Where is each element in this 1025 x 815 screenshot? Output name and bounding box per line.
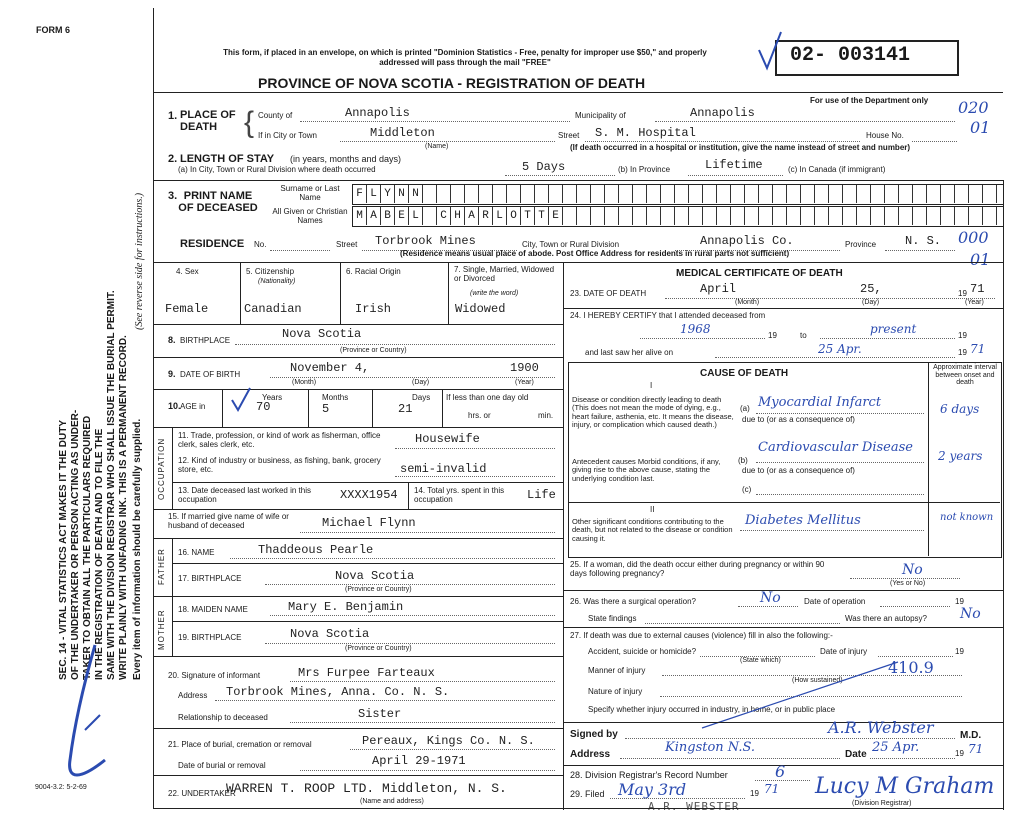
registrar-sub: (Division Registrar) bbox=[852, 800, 912, 807]
birthplace-sub: (Province or Country) bbox=[340, 347, 407, 354]
trade-value: Housewife bbox=[415, 432, 480, 446]
filed-value: May 3rd bbox=[618, 780, 687, 799]
business-value: semi-invalid bbox=[400, 462, 487, 476]
side-text-3: TAKER TO OBTAIN ALL THE PARTICULARS REQUIRED bbox=[82, 415, 93, 680]
last-worked-label: 13. Date deceased last worked in this occupation bbox=[178, 486, 311, 504]
given-char: A bbox=[367, 207, 381, 225]
name-label: PRINT NAME OF DECEASED bbox=[178, 190, 258, 215]
pregnancy-label: 25. If a woman, did the death occur either during pregnancy or within 90 days following pregnancy? bbox=[570, 560, 825, 578]
marital-sub: (write the word) bbox=[470, 290, 519, 297]
margin-signature-mark bbox=[55, 640, 115, 790]
stay-label: LENGTH OF STAY bbox=[180, 153, 275, 165]
roman-two: II bbox=[650, 505, 655, 514]
filed-year: 71 bbox=[764, 782, 780, 796]
undertaker-value: WARREN T. ROOP LTD. Middleton, N. S. bbox=[226, 781, 507, 796]
due-to-1: due to (or as a consequence of) bbox=[742, 415, 855, 424]
spouse-value: Michael Flynn bbox=[322, 516, 416, 530]
death-date-label: 23. DATE OF DEATH bbox=[570, 289, 647, 298]
sign-date-label: Date bbox=[845, 749, 867, 760]
other-conditions-label: Other significant conditions contributing to the death, but not related to the disease or condition causing it. bbox=[572, 517, 733, 543]
header-rule bbox=[153, 92, 1003, 93]
informant-rel: Sister bbox=[358, 707, 402, 721]
given-char: A bbox=[465, 207, 479, 225]
last-saw-value: 25 Apr. bbox=[818, 342, 862, 356]
cause-a-interval: 6 days bbox=[940, 402, 980, 416]
lessday-label: If less than one day old bbox=[446, 393, 529, 402]
column-divider bbox=[563, 262, 564, 810]
pregnancy-yesno: (Yes or No) bbox=[890, 580, 926, 587]
surname-char: N bbox=[395, 185, 409, 203]
header-notice: This form, if placed in an envelope, on which is printed "Dominion Statistics - Free, penalty for improper use $50," and properly addressed will pass through the mail "FREE" bbox=[223, 48, 707, 67]
surname-grid bbox=[352, 184, 1004, 205]
surgery-value: No bbox=[760, 590, 781, 606]
cause-a: Myocardial Infarct bbox=[758, 395, 882, 410]
dept-code-2: 01 bbox=[970, 118, 991, 137]
death-month-sub: (Month) bbox=[735, 299, 760, 306]
days-label: Days bbox=[412, 393, 431, 402]
municipality-value: Annapolis bbox=[690, 106, 755, 120]
county-label: County of bbox=[258, 111, 293, 120]
residence-city-label: City, Town or Rural Division bbox=[522, 240, 620, 249]
given-char: T bbox=[535, 207, 549, 225]
cause-b-prefix: (b) bbox=[738, 456, 748, 465]
sex-value: Female bbox=[165, 302, 209, 316]
residence-no-label: No. bbox=[254, 240, 267, 249]
manner-label: Manner of injury bbox=[588, 666, 646, 675]
death-day-sub: (Day) bbox=[862, 299, 880, 306]
hospital-note: (If death occurred in a hospital or institution, give the name instead of street and number) bbox=[570, 143, 911, 152]
residence-street: Torbrook Mines bbox=[375, 234, 476, 248]
occupation-side: OCCUPATION bbox=[157, 437, 166, 500]
state-which: (State which) bbox=[740, 657, 781, 664]
street-value: S. M. Hospital bbox=[595, 126, 696, 140]
dept-code-1: 020 bbox=[958, 98, 989, 117]
injury-date-label: Date of injury bbox=[820, 647, 868, 656]
informant-addr: Torbrook Mines, Anna. Co. N. S. bbox=[226, 685, 450, 699]
right-border bbox=[1003, 180, 1004, 810]
sign-date: 25 Apr. bbox=[872, 740, 920, 755]
side-text-1: SEC. 14 - VITAL STATISTICS ACT MAKES IT THE DUTY bbox=[58, 419, 69, 680]
md-label: M.D. bbox=[960, 730, 982, 741]
death-year-prefix: 19 bbox=[958, 289, 967, 298]
given-char: T bbox=[521, 207, 535, 225]
father-side: FATHER bbox=[157, 548, 166, 585]
informant-addr-label: Address bbox=[178, 691, 208, 700]
last-worked-value: XXXX1954 bbox=[340, 488, 398, 502]
city-value: Middleton bbox=[370, 126, 435, 140]
given-char: C bbox=[437, 207, 451, 225]
certify-from-19: 19 bbox=[768, 331, 777, 340]
due-to-2: due to (or as a consequence of) bbox=[742, 466, 855, 475]
father-birthplace-sub: (Province or Country) bbox=[345, 586, 412, 593]
informant-rel-label: Relationship to deceased bbox=[178, 713, 268, 722]
other-conditions: Diabetes Mellitus bbox=[745, 513, 861, 528]
state-findings-label: State findings bbox=[588, 614, 637, 623]
dob-year-sub: (Year) bbox=[515, 379, 534, 386]
burial-place: Pereaux, Kings Co. N. S. bbox=[362, 734, 535, 748]
age-label: AGE in bbox=[180, 402, 206, 411]
registrar-signature: Lucy M Graham bbox=[815, 774, 995, 799]
nature-label: Nature of injury bbox=[588, 687, 643, 696]
undertaker-label: 22. UNDERTAKER bbox=[168, 789, 236, 798]
stay-sub: (in years, months and days) bbox=[290, 154, 402, 164]
burial-date-label: Date of burial or removal bbox=[178, 761, 266, 770]
side-text-5: SAME WITH THE DIVISION REGISTRAR WHO SHALL ISSUE THE BURIAL PERMIT. bbox=[106, 290, 117, 680]
citizenship-value: Canadian bbox=[244, 302, 302, 316]
dob-year: 1900 bbox=[510, 361, 539, 375]
burial-place-label: 21. Place of burial, cremation or removal bbox=[168, 740, 312, 749]
cause-b: Cardiovascular Disease bbox=[758, 440, 913, 455]
given-char: R bbox=[479, 207, 493, 225]
record-value: 6 bbox=[775, 762, 786, 781]
given-char: O bbox=[507, 207, 521, 225]
accident-label: Accident, suicide or homicide? bbox=[588, 647, 697, 656]
cause-b-interval: 2 years bbox=[938, 449, 983, 463]
bottom-border bbox=[153, 808, 1003, 809]
dob-month-day: November 4, bbox=[290, 361, 370, 375]
certify-to-19: 19 bbox=[958, 331, 967, 340]
mother-maiden-label: 18. MAIDEN NAME bbox=[178, 605, 248, 614]
mother-birthplace-sub: (Province or Country) bbox=[345, 645, 412, 652]
given-char: B bbox=[381, 207, 395, 225]
birthplace-label: BIRTHPLACE bbox=[180, 336, 231, 345]
residence-label: RESIDENCE bbox=[180, 238, 245, 250]
years-label: Years bbox=[262, 393, 283, 402]
birthplace-num: 8. bbox=[168, 335, 176, 345]
side-text-7: Every item of information should be carefully supplied. bbox=[132, 418, 143, 680]
dob-day-sub: (Day) bbox=[412, 379, 430, 386]
hrs-label: hrs. or bbox=[468, 411, 491, 420]
check-mark-icon bbox=[755, 30, 785, 75]
given-label: All Given or Christian Names bbox=[272, 207, 348, 225]
age-check-icon bbox=[228, 386, 258, 416]
surname-char: N bbox=[409, 185, 423, 203]
side-text-4: IN THE REGISTRATION OF DEATH AND TO FILE THE bbox=[94, 428, 105, 680]
mother-side: MOTHER bbox=[157, 609, 166, 650]
mother-birthplace: Nova Scotia bbox=[290, 627, 370, 641]
min-label: min. bbox=[538, 411, 554, 420]
months-label: Months bbox=[322, 393, 349, 402]
given-char bbox=[423, 207, 437, 225]
place-label: PLACE OF DEATH bbox=[180, 109, 236, 133]
surgery-year: 19 bbox=[955, 597, 964, 606]
surgery-date-label: Date of operation bbox=[804, 597, 866, 606]
trade-label: 11. Trade, profession, or kind of work as fisherman, office clerk, sales clerk, etc. bbox=[178, 431, 381, 449]
marital-label: 7. Single, Married, Widowed or Divorced bbox=[454, 265, 555, 283]
address-label: Address bbox=[570, 749, 611, 760]
given-char: H bbox=[451, 207, 465, 225]
death-year-sub: (Year) bbox=[965, 299, 984, 306]
certify-to: present bbox=[870, 322, 917, 336]
spouse-label: 15. If married give name of wife or husband of deceased bbox=[168, 512, 289, 530]
side-text-6: WRITE PLAINLY WITH UNFADING INK. THIS IS A PERMANENT RECORD. bbox=[118, 335, 129, 680]
last-saw-19: 19 bbox=[958, 348, 967, 357]
residence-province: N. S. bbox=[905, 234, 942, 248]
certify-to-word: to bbox=[800, 331, 807, 340]
death-day: 25, bbox=[860, 282, 882, 296]
brace-icon: { bbox=[244, 106, 255, 139]
reg-number: 02- 003141 bbox=[790, 44, 911, 67]
stay-num: 2. bbox=[168, 153, 178, 165]
surname-label: Surname or Last Name bbox=[280, 184, 340, 202]
sign-date-year: 71 bbox=[968, 742, 984, 756]
certify-label: 24. I HEREBY CERTIFY that I attended deceased from bbox=[570, 311, 766, 320]
stay-a-value: 5 Days bbox=[522, 160, 566, 174]
last-saw-label: and last saw her alive on bbox=[585, 348, 674, 357]
external-label: 27. If death was due to external causes (violence) fill in also the following:- bbox=[570, 631, 833, 640]
birthplace-value: Nova Scotia bbox=[282, 327, 362, 341]
last-saw-year: 71 bbox=[970, 342, 986, 356]
dept-code-3: 000 bbox=[958, 228, 989, 247]
injury-year: 19 bbox=[955, 647, 964, 656]
stay-c-label: (c) In Canada (if immigrant) bbox=[788, 165, 886, 174]
dept-code-4: 01 bbox=[970, 250, 991, 269]
given-char: E bbox=[395, 207, 409, 225]
citizenship-sub: (Nationality) bbox=[258, 278, 296, 285]
side-text-8: (See reverse side for instructions.) bbox=[134, 192, 145, 330]
mother-maiden: Mary E. Benjamin bbox=[288, 600, 404, 614]
county-value: Annapolis bbox=[345, 106, 410, 120]
residence-province-label: Province bbox=[845, 240, 877, 249]
roman-one: I bbox=[650, 381, 653, 390]
city-label: If in City or Town bbox=[258, 131, 317, 140]
given-char: M bbox=[353, 207, 367, 225]
sign-date-19: 19 bbox=[955, 749, 964, 758]
stay-b-value: Lifetime bbox=[705, 158, 763, 172]
citizenship-label: 5. Citizenship bbox=[246, 267, 295, 276]
other-interval: not known bbox=[940, 512, 994, 523]
direct-cause-label: Disease or condition directly leading to death (This does not mean the mode of dying, e.g., heart failure, asthenia, etc. It means the disease, injury, or complication which caused death.) bbox=[572, 395, 734, 429]
father-name-label: 16. NAME bbox=[178, 548, 215, 557]
business-label: 12. Kind of industry or business, as fishing, bank, grocery store, etc. bbox=[178, 456, 381, 474]
house-label: House No. bbox=[866, 131, 904, 140]
death-month: April bbox=[700, 282, 737, 296]
sex-label: 4. Sex bbox=[176, 267, 199, 276]
filed-19: 19 bbox=[750, 789, 759, 798]
stay-a-label: (a) In City, Town or Rural Division where death occurred bbox=[178, 165, 376, 174]
certify-from: 1968 bbox=[680, 322, 711, 336]
age-num: 10. bbox=[168, 401, 181, 411]
record-label: 28. Division Registrar's Record Number bbox=[570, 770, 728, 780]
father-birthplace: Nova Scotia bbox=[335, 569, 415, 583]
mother-birthplace-label: 19. BIRTHPLACE bbox=[178, 633, 242, 642]
interval-label: Approximate interval between onset and death bbox=[933, 364, 997, 387]
how-sustained: (How sustained) bbox=[792, 677, 843, 684]
given-char: E bbox=[549, 207, 563, 225]
total-years-label: 14. Total yrs. spent in this occupation bbox=[414, 486, 505, 504]
autopsy-value: No bbox=[960, 606, 981, 622]
industry-label: Specify whether injury occurred in industry, in home, or in public place bbox=[588, 705, 836, 714]
racial-value: Irish bbox=[355, 302, 392, 316]
surgery-label: 26. Was there a surgical operation? bbox=[570, 597, 696, 606]
residence-street-label: Street bbox=[336, 240, 358, 249]
name-num: 3. bbox=[168, 190, 178, 202]
years-value: 70 bbox=[256, 400, 271, 414]
months-value: 5 bbox=[322, 402, 330, 416]
surname-char: L bbox=[367, 185, 381, 203]
father-name: Thaddeous Pearle bbox=[258, 543, 374, 557]
municipality-label: Municipality of bbox=[575, 111, 626, 120]
left-border bbox=[153, 8, 154, 808]
residence-city: Annapolis Co. bbox=[700, 234, 794, 248]
pregnancy-value: No bbox=[902, 562, 923, 578]
place-num: 1. bbox=[168, 110, 178, 122]
racial-label: 6. Racial Origin bbox=[346, 267, 401, 276]
address-value: Kingston N.S. bbox=[665, 740, 756, 755]
form-number: FORM 6 bbox=[36, 25, 71, 35]
cause-title: CAUSE OF DEATH bbox=[700, 368, 789, 379]
cause-c-prefix: (c) bbox=[742, 485, 752, 494]
dob-label: DATE OF BIRTH bbox=[180, 370, 241, 379]
dob-month-sub: (Month) bbox=[292, 379, 317, 386]
marital-value: Widowed bbox=[455, 302, 506, 316]
medical-title: MEDICAL CERTIFICATE OF DEATH bbox=[676, 268, 843, 279]
burial-date: April 29-1971 bbox=[372, 754, 466, 768]
autopsy-label: Was there an autopsy? bbox=[845, 614, 927, 623]
city-name-sub: (Name) bbox=[425, 143, 449, 150]
filed-label: 29. Filed bbox=[570, 789, 605, 799]
form-title: PROVINCE OF NOVA SCOTIA - REGISTRATION OF DEATH bbox=[258, 75, 646, 91]
footer-code: 9004-3.2: 5-2-69 bbox=[35, 784, 87, 791]
informant-sig-label: 20. Signature of informant bbox=[168, 671, 261, 680]
signed-value: A.R. Webster bbox=[828, 718, 934, 737]
death-year: 71 bbox=[970, 282, 985, 296]
side-text-2: OF THE UNDERTAKER OR PERSON ACTING AS UNDER- bbox=[70, 409, 81, 680]
given-char: L bbox=[493, 207, 507, 225]
signed-label: Signed by bbox=[570, 729, 618, 740]
manner-value: 410.9 bbox=[888, 658, 934, 677]
doctor-stamp: A.R. WEBSTER bbox=[648, 800, 740, 813]
days-value: 21 bbox=[398, 402, 413, 416]
total-years-value: Life bbox=[527, 488, 556, 502]
surname-char: Y bbox=[381, 185, 395, 203]
stay-b-label: (b) In Province bbox=[618, 165, 671, 174]
dept-use-label: For use of the Department only bbox=[810, 96, 929, 105]
dob-num: 9. bbox=[168, 369, 176, 379]
street-label: Street bbox=[558, 131, 580, 140]
given-char: L bbox=[409, 207, 423, 225]
father-birthplace-label: 17. BIRTHPLACE bbox=[178, 574, 242, 583]
antecedent-label: Antecedent causes Morbid conditions, if any, giving rise to the above cause, stating the underlying condition last. bbox=[572, 457, 721, 483]
cause-a-prefix: (a) bbox=[740, 404, 750, 413]
informant-sig: Mrs Furpee Farteaux bbox=[298, 666, 435, 680]
residence-note: (Residence means usual place of abode. Post Office Address for residents in rural parts not sufficient) bbox=[400, 249, 790, 258]
undertaker-sub: (Name and address) bbox=[360, 798, 424, 805]
given-grid bbox=[352, 206, 1004, 227]
surname-char: F bbox=[353, 185, 367, 203]
